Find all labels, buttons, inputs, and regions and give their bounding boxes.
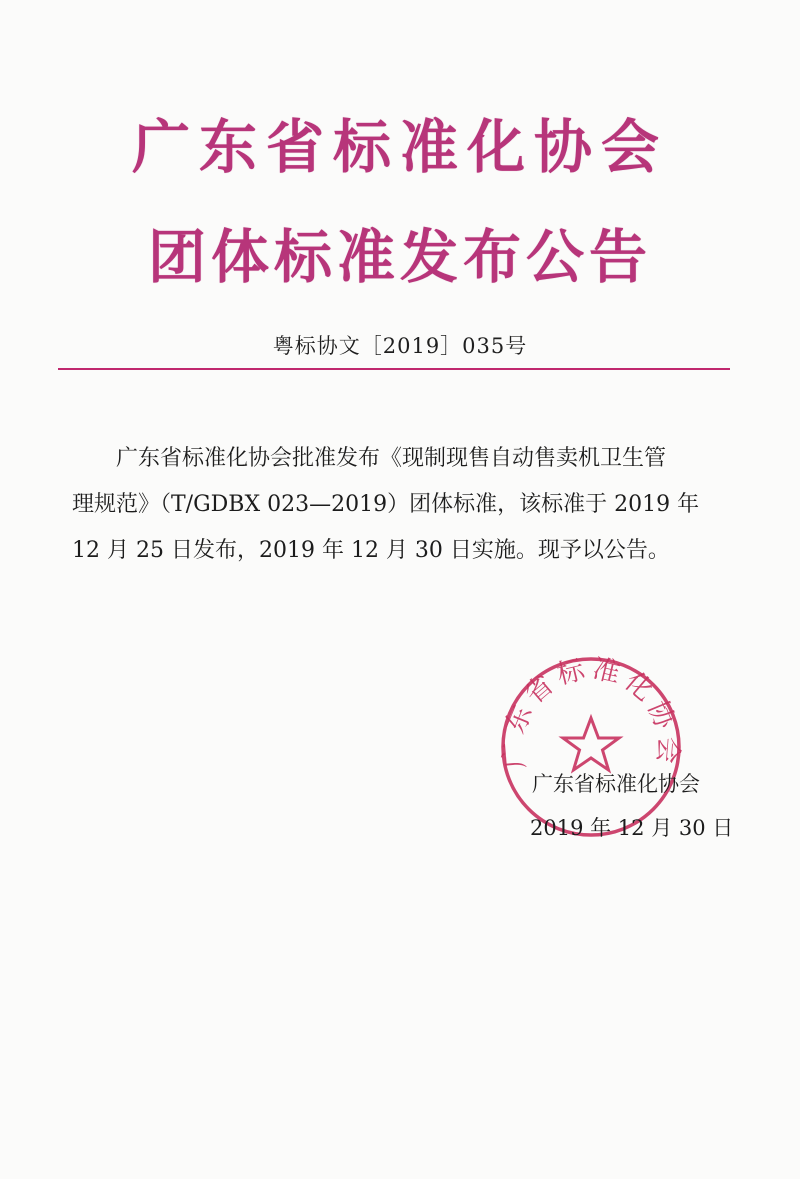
signing-organization: 广东省标准化协会 xyxy=(532,772,700,796)
document-number: 粤标协文［2019］035号 xyxy=(272,334,528,358)
seal-text: 广东省标准化协会 xyxy=(498,654,684,770)
body-line: 理规范》（T/GDBX 023—2019）团体标准，该标准于 2019 年 xyxy=(72,492,700,517)
star-icon xyxy=(563,718,619,770)
signing-date: 2019 年 12 月 30 日 xyxy=(530,816,734,840)
header-divider xyxy=(58,368,730,370)
page-title: 广东省标准化协会 xyxy=(131,113,668,181)
svg-text:广东省标准化协会 xyxy=(498,654,684,770)
body-line: 12 月 25 日发布，2019 年 12 月 30 日实施。现予以公告。 xyxy=(72,538,670,563)
body-line: 广东省标准化协会批准发布《现制现售自动售卖机卫生管 xyxy=(116,446,667,471)
announcement-body xyxy=(72,436,722,574)
page-subtitle: 团体标准发布公告 xyxy=(147,223,652,291)
